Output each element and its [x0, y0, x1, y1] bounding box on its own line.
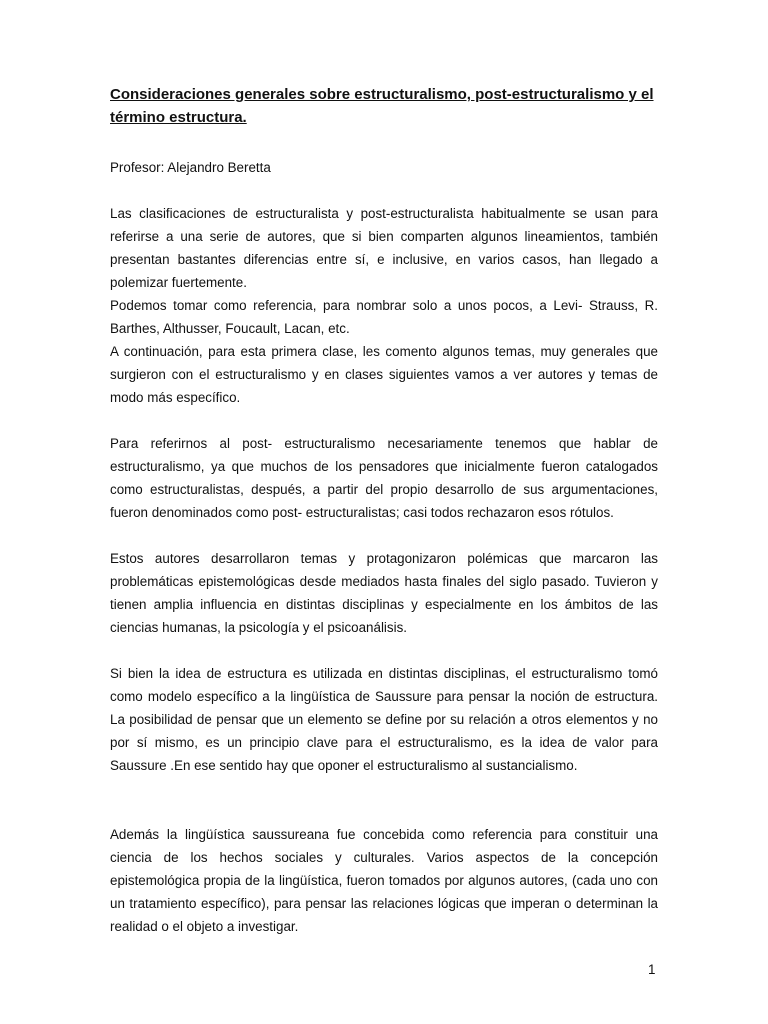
paragraph-3: A continuación, para esta primera clase, les comento algunos temas, muy generales que surgieron con el estructuralismo y en clases siguientes vamos a ver autores y temas de modo más específico.	[110, 344, 658, 405]
document-title: Consideraciones generales sobre estructuralismo, post-estructuralismo y el término estructura.	[110, 86, 654, 126]
page-number: 1	[648, 962, 656, 977]
paragraph-6: Si bien la idea de estructura es utilizada en distintas disciplinas, el estructuralismo tomó como modelo específico a la lingüística de Saussure para pensar la noción de estructura. La posibilidad de pensar que un elemento se define por su relación a otros elementos y no por sí mismo, es un principio clave para el estructuralismo, es la idea de valor para Saussure .En ese sentido hay que oponer el estructuralismo al sustancialismo.	[110, 666, 658, 773]
author-line: Profesor: Alejandro Beretta	[110, 160, 271, 175]
paragraph-1: Las clasificaciones de estructuralista y post-estructuralista habitualmente se usan para referirse a una serie de autores, que si bien comparten algunos lineamientos, también presentan bastantes diferencias entre sí, e inclusive, en varios casos, han llegado a polemizar fuertemente.	[110, 206, 658, 290]
document-body	[110, 83, 658, 934]
paragraph-2: Podemos tomar como referencia, para nombrar solo a unos pocos, a Levi- Strauss, R. Barthes, Althusser, Foucault, Lacan, etc.	[110, 298, 658, 336]
paragraph-7: Además la lingüística saussureana fue concebida como referencia para constituir una ciencia de los hechos sociales y culturales. Varios aspectos de la concepción epistemológica propia de la lingüística, fueron tomados por algunos autores, (cada uno con un tratamiento específico), para pensar las relaciones lógicas que imperan o determinan la realidad o el objeto a investigar.	[110, 827, 658, 934]
paragraph-5: Estos autores desarrollaron temas y protagonizaron polémicas que marcaron las problemáticas epistemológicas desde mediados hasta finales del siglo pasado. Tuvieron y tienen amplia influencia en distintas disciplinas y especialmente en los ámbitos de las ciencias humanas, la psicología y el psicoanálisis.	[110, 551, 658, 635]
paragraph-4: Para referirnos al post- estructuralismo necesariamente tenemos que hablar de estructuralismo, ya que muchos de los pensadores que inicialmente fueron catalogados como estructuralistas, después, a partir del propio desarrollo de sus argumentaciones, fueron denominados como post- estructuralistas; casi todos rechazaron esos rótulos.	[110, 436, 658, 520]
